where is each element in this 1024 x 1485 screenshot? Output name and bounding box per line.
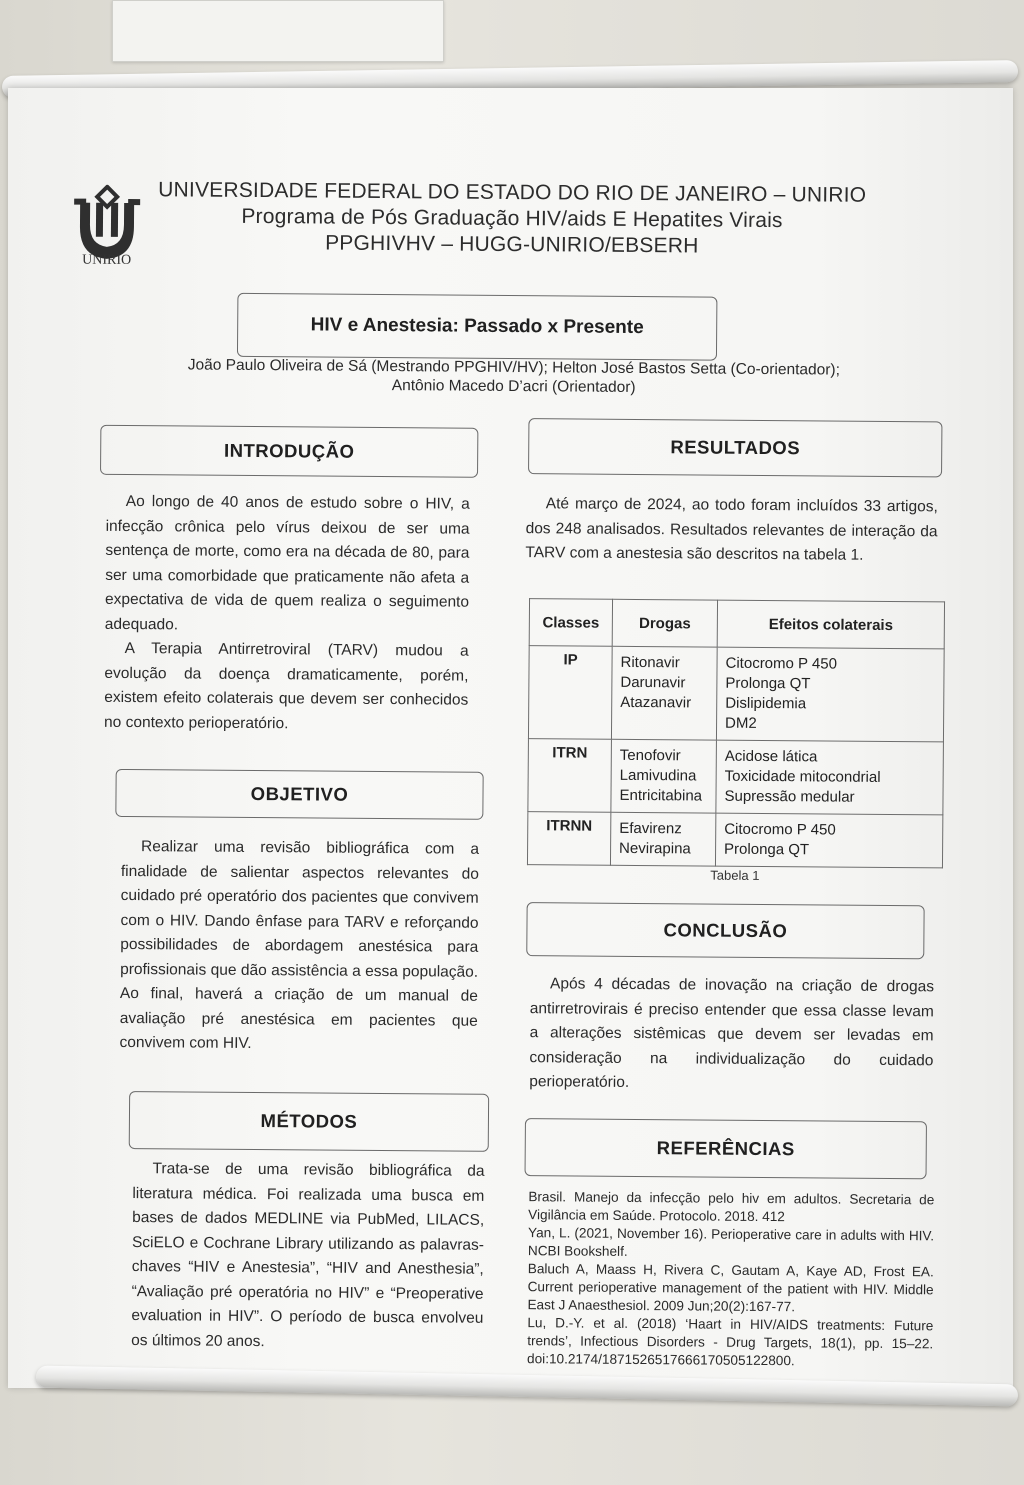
side-effect: DM2 xyxy=(725,714,757,732)
table-header-cell: Drogas xyxy=(612,599,717,647)
drug-name: Entricitabina xyxy=(619,786,703,805)
poster-title: HIV e Anestesia: Passado x Presente xyxy=(237,293,717,361)
drug-name: Darunavir xyxy=(620,673,686,692)
class-cell: IP xyxy=(528,646,612,740)
drugs-cell xyxy=(610,812,715,866)
objetivo-paragraph: Realizar uma revisão bibliográfica com a finalidade de salientar aspectos relevantes do cuidado pré operatório dos pacientes que convivem com o HIV. Dando ênfase para TARV e reforçando possibilidades de abordagem anestésica para profissionais que dão assistência a essa população. Ao final, haverá a criação de um manual de avaliação pré anestésica em pacientes que convivem com HIV. xyxy=(119,838,480,1052)
poster-content xyxy=(1,84,1016,1392)
table-header-cell: Efeitos colaterais xyxy=(717,600,944,649)
drug-name: Atazanavir xyxy=(620,693,692,712)
table-row xyxy=(528,739,944,815)
drug-name: Nevirapina xyxy=(619,839,691,858)
authors-line-2: Antônio Macedo D’acri (Orientador) xyxy=(391,377,636,396)
results-table xyxy=(527,598,945,868)
table-header-row xyxy=(529,599,944,649)
logo-text: UNIRIO xyxy=(82,252,132,269)
metodos-paragraph: Trata-se de uma revisão bibliográfica da literatura médica. Foi realizada uma busca em bases de dados MEDLINE via PubMed, LILACS, SciELO e Cochrane Library utilizando as palavras-chaves “HIV e Anestesia”, “HIV and Anesthesia”, “Avaliação pré operatória no HIV” e “Preoperative evaluation in HIV”. O período de busca envolveu os últimos 20 anos. xyxy=(131,1160,485,1350)
side-effect: Citocromo P 450 xyxy=(724,820,836,839)
drug-name: Lamivudina xyxy=(619,766,697,785)
objetivo-text xyxy=(119,835,479,1058)
metodos-text xyxy=(131,1157,485,1356)
program-name: Programa de Pós Graduação HIV/aids E Hepatites Virais xyxy=(241,204,783,233)
resultados-paragraph: Até março de 2024, ao todo foram incluídos 33 artigos, dos 248 analisados. Resultados relevantes de interação da TARV com a anestesia são descritos na tabela 1. xyxy=(525,495,938,564)
intro-heading: INTRODUÇÃO xyxy=(100,425,478,478)
authors-line-1: João Paulo Oliveira de Sá (Mestrando PPGHIV/HV); Helton José Bastos Setta (Co-orientador); xyxy=(187,356,841,379)
university-name: UNIVERSIDADE FEDERAL DO ESTADO DO RIO DE JANEIRO – UNIRIO xyxy=(158,178,867,207)
conclusao-text xyxy=(529,972,934,1098)
reference-item: Brasil. Manejo da infecção pelo hiv em adultos. Secretaria de Vigilância em Saúde. Protocolo. 2018. 412 xyxy=(528,1189,935,1225)
intro-paragraph-1: Ao longo de 40 anos de estudo sobre o HIV, a infecção crônica pelo vírus deixou de ser uma sentença de morte, como era na década de 80, para ser uma comorbidade que praticamente não afeta a expectativa de vida de quem realiza o seguimento adequado. xyxy=(104,492,470,633)
drug-name: Tenofovir xyxy=(619,746,681,765)
authors xyxy=(119,355,909,399)
conclusao-paragraph: Após 4 décadas de inovação na criação de drogas antirretrovirais é preciso entender que essa classe levam a alterações sistêmicas que devem ser levadas em consideração na individualização do cuidado perioperatório. xyxy=(529,975,935,1091)
reference-item: Baluch A, Maass H, Rivera C, Gautam A, Kaye AD, Frost EA. Current perioperative management of the patient with HIV. Middle East J Anaesthesiol. 2009 Jun;20(2):167-77. xyxy=(527,1261,934,1315)
reference-item: Yan, L. (2021, November 16). Perioperative care in adults with HIV. NCBI Bookshelf. xyxy=(527,1225,935,1259)
effects-cell xyxy=(716,647,944,742)
side-effect: Prolonga QT xyxy=(725,674,811,693)
wall-paper-sheet xyxy=(112,0,444,62)
metodos-heading: MÉTODOS xyxy=(129,1091,489,1152)
side-effect: Acidose lática xyxy=(724,747,818,766)
intro-paragraph-2: A Terapia Antirretroviral (TARV) mudou a evolução da doença dramaticamente, porém, existem efeito colaterais que devem ser conhecidos no contexto perioperatório. xyxy=(104,639,469,732)
banner-poster xyxy=(8,88,1013,1388)
resultados-heading: RESULTADOS xyxy=(528,418,942,477)
drugs-cell xyxy=(611,646,717,740)
table-caption: Tabela 1 xyxy=(710,867,760,883)
objetivo-heading: OBJETIVO xyxy=(115,769,483,820)
class-cell: ITRNN xyxy=(527,812,610,866)
drug-name: Efavirenz xyxy=(619,819,682,838)
resultados-text xyxy=(525,492,938,569)
references-list xyxy=(527,1188,934,1371)
class-cell: ITRN xyxy=(528,739,612,813)
effects-cell xyxy=(715,813,942,868)
side-effect: Toxicidade mitocondrial xyxy=(724,767,881,786)
table-row xyxy=(527,812,942,868)
side-effect: Citocromo P 450 xyxy=(725,654,838,673)
poster-header xyxy=(142,177,883,261)
table-header-cell: Classes xyxy=(529,599,612,647)
conclusao-heading: CONCLUSÃO xyxy=(526,902,924,959)
program-acronym: PPGHIVHV – HUGG-UNIRIO/EBSERH xyxy=(325,231,699,258)
reference-item: Lu, D.-Y. et al. (2018) ‘Haart in HIV/AIDS treatments: Future trends’, Infectious Disorders - Drug Targets, 18(1), pp. 15–22. doi:10.2174/1871526517666170505122800. xyxy=(527,1315,934,1369)
effects-cell xyxy=(716,740,944,815)
referencias-heading: REFERÊNCIAS xyxy=(525,1118,927,1179)
side-effect: Supressão medular xyxy=(724,787,855,806)
side-effect: Dislipidemia xyxy=(725,694,807,713)
drug-name: Ritonavir xyxy=(620,653,680,672)
side-effect: Prolonga QT xyxy=(724,840,810,859)
intro-text xyxy=(104,490,470,738)
drugs-cell xyxy=(611,739,717,813)
table-row xyxy=(528,646,944,742)
